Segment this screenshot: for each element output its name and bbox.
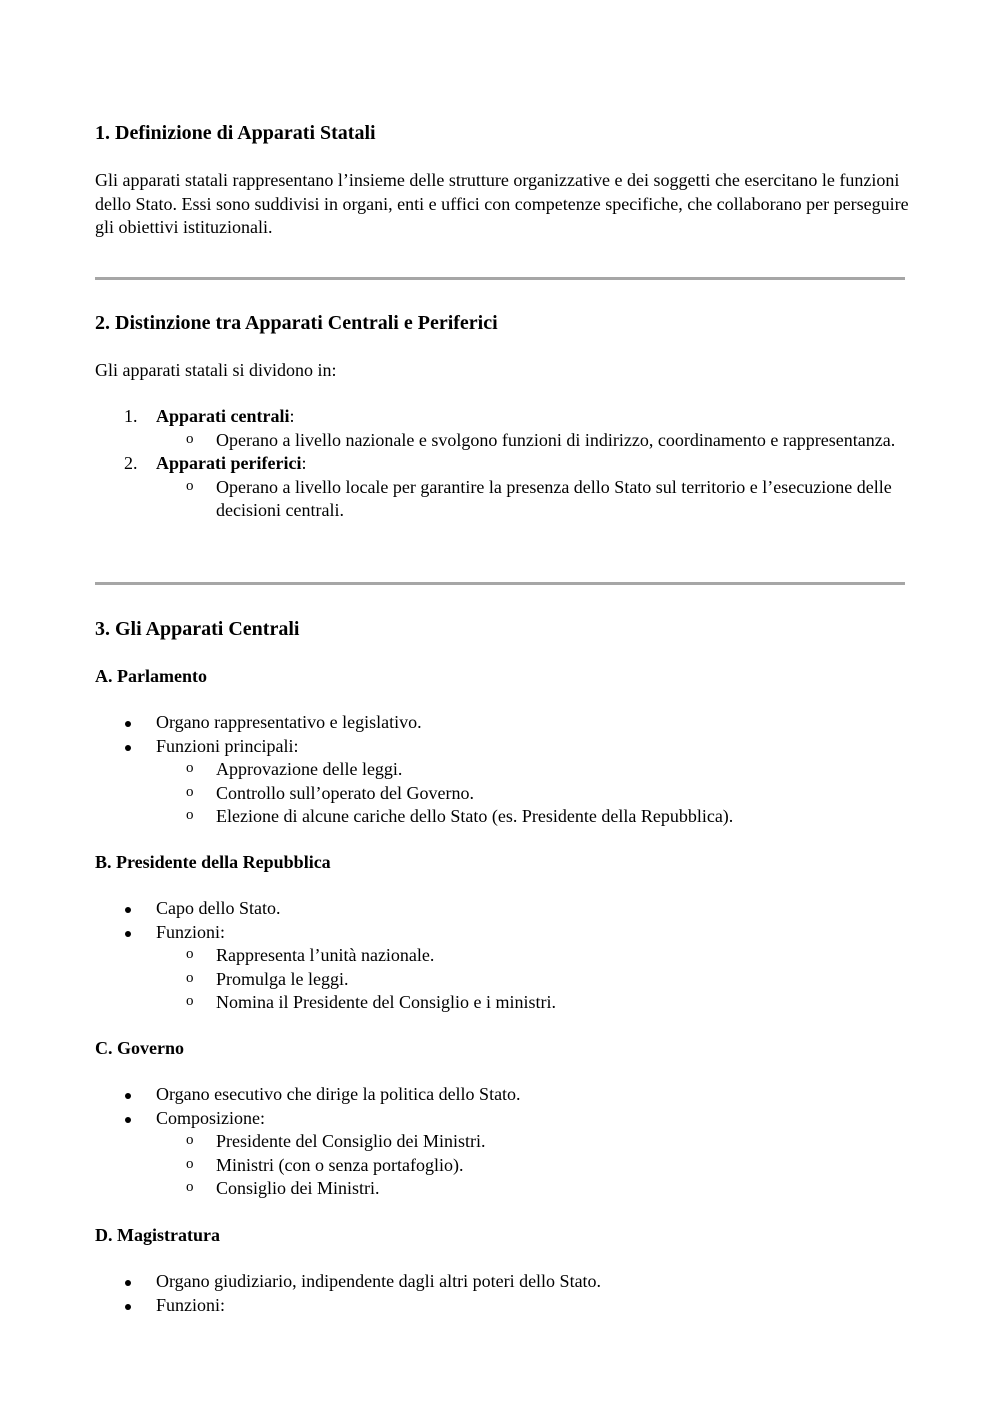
bullet-list — [95, 897, 907, 1015]
sub-bullet-marker: o — [186, 946, 194, 962]
sub-bullet-marker: o — [186, 807, 194, 823]
bullet-marker — [125, 931, 131, 937]
list-item — [95, 1294, 907, 1318]
sub-list-wrapper — [95, 1130, 907, 1201]
subsection-heading-magistratura: D. Magistratura — [95, 1225, 220, 1245]
list-item — [95, 921, 907, 945]
list-item — [95, 1270, 907, 1294]
sub-list — [95, 429, 907, 453]
sub-list-wrapper — [95, 476, 907, 523]
sub-bullet-marker: o — [186, 760, 194, 776]
list-item — [95, 711, 907, 735]
list-item — [95, 1107, 907, 1131]
sub-list-item — [156, 805, 907, 829]
sub-bullet-marker: o — [186, 969, 194, 986]
bullet-marker — [125, 721, 131, 727]
sub-list — [95, 758, 907, 829]
sub-list-text: Controllo sull’operato del Governo. — [216, 782, 474, 803]
list-item-text: Organo esecutivo che dirige la politica dello Stato. — [156, 1084, 521, 1104]
sub-list-text: Rappresenta l’unità nazionale. — [216, 945, 435, 965]
list-item-text: Funzioni: — [156, 1294, 226, 1315]
sub-list-item — [156, 1130, 907, 1154]
sub-list-item — [156, 1177, 907, 1201]
bullet-marker — [125, 745, 131, 751]
sub-list — [95, 476, 907, 523]
list-item-suffix: : — [301, 453, 307, 473]
list-item-label: Apparati centrali — [156, 406, 290, 426]
sub-list-text: Operano a livello locale per garantire la presenza dello Stato sul territorio e l’esecuzione delle decisioni centrali. — [216, 476, 892, 520]
sub-bullet-marker: o — [186, 993, 194, 1009]
list-item-text: Funzioni principali: — [156, 735, 299, 756]
sub-list-text: Approvazione delle leggi. — [216, 759, 403, 779]
sub-bullet-marker: o — [186, 477, 194, 494]
section-1-paragraph: Gli apparati statali rappresentano l’insieme delle strutture organizzative e dei soggetti che esercitano le funzioni dello Stato. Essi sono suddivisi in organi, enti e uffici con competenze specifiche, che collaborano per perseguire gli obiettivi istituzionali. — [95, 170, 909, 237]
section-2-heading: 2. Distinzione tra Apparati Centrali e Periferici — [95, 312, 498, 334]
sub-bullet-marker: o — [186, 430, 194, 447]
list-item-label: Apparati periferici — [156, 453, 302, 473]
sub-list-wrapper — [95, 429, 907, 453]
bullet-marker — [125, 1093, 131, 1099]
subsection-heading-presidente: B. Presidente della Repubblica — [95, 852, 331, 872]
bullet-list — [95, 1083, 907, 1201]
sub-list-text: Promulga le leggi. — [216, 968, 349, 989]
sub-list-item — [156, 476, 916, 523]
sub-bullet-marker: o — [186, 1132, 194, 1148]
list-item — [95, 897, 907, 921]
bullet-list — [95, 1270, 907, 1317]
sub-list-wrapper — [95, 944, 907, 1015]
section-divider — [95, 582, 905, 585]
list-item-text: Composizione: — [156, 1107, 265, 1128]
sub-list-item — [156, 429, 916, 453]
sub-list — [95, 1130, 907, 1201]
sub-bullet-marker: o — [186, 783, 194, 800]
section-1-heading: 1. Definizione di Apparati Statali — [95, 122, 376, 144]
list-item — [95, 452, 907, 476]
sub-list-text: Ministri (con o senza portafoglio). — [216, 1154, 464, 1175]
section-divider — [95, 277, 905, 280]
section-3-heading: 3. Gli Apparati Centrali — [95, 618, 300, 640]
bullet-marker — [125, 1280, 131, 1286]
sub-list-text: Consiglio dei Ministri. — [216, 1178, 380, 1198]
list-item-text: Organo giudiziario, indipendente dagli altri poteri dello Stato. — [156, 1271, 602, 1291]
list-item-suffix: : — [289, 406, 295, 426]
sub-list-item — [156, 968, 907, 992]
sub-list-text: Elezione di alcune cariche dello Stato (es. Presidente della Repubblica). — [216, 806, 734, 826]
list-item — [95, 405, 907, 429]
sub-list-text: Presidente del Consiglio dei Ministri. — [216, 1131, 486, 1151]
sub-list-item — [156, 782, 907, 806]
bullet-marker — [125, 1117, 131, 1123]
bullet-list — [95, 711, 907, 829]
section-2-intro: Gli apparati statali si dividono in: — [95, 360, 337, 380]
numbered-list — [95, 405, 907, 523]
sub-list-wrapper — [95, 758, 907, 829]
list-number: 1. — [124, 406, 138, 426]
list-item-text: Funzioni: — [156, 921, 226, 942]
subsection-heading-governo: C. Governo — [95, 1038, 184, 1058]
sub-list-item — [156, 758, 907, 782]
sub-list-item — [156, 1154, 907, 1178]
bullet-marker — [125, 907, 131, 913]
list-item-text: Organo rappresentativo e legislativo. — [156, 712, 422, 732]
sub-list-text: Nomina il Presidente del Consiglio e i ministri. — [216, 992, 556, 1012]
subsection-heading-parlamento: A. Parlamento — [95, 666, 207, 686]
sub-bullet-marker: o — [186, 1179, 194, 1195]
list-item — [95, 1083, 907, 1107]
sub-list — [95, 944, 907, 1015]
sub-list-item — [156, 991, 907, 1015]
sub-list-text: Operano a livello nazionale e svolgono funzioni di indirizzo, coordinamento e rappresentanza. — [216, 429, 896, 450]
sub-bullet-marker: o — [186, 1155, 194, 1172]
list-item-text: Capo dello Stato. — [156, 898, 281, 918]
list-number: 2. — [124, 453, 138, 473]
bullet-marker — [125, 1304, 131, 1310]
list-item — [95, 735, 907, 759]
sub-list-item — [156, 944, 907, 968]
